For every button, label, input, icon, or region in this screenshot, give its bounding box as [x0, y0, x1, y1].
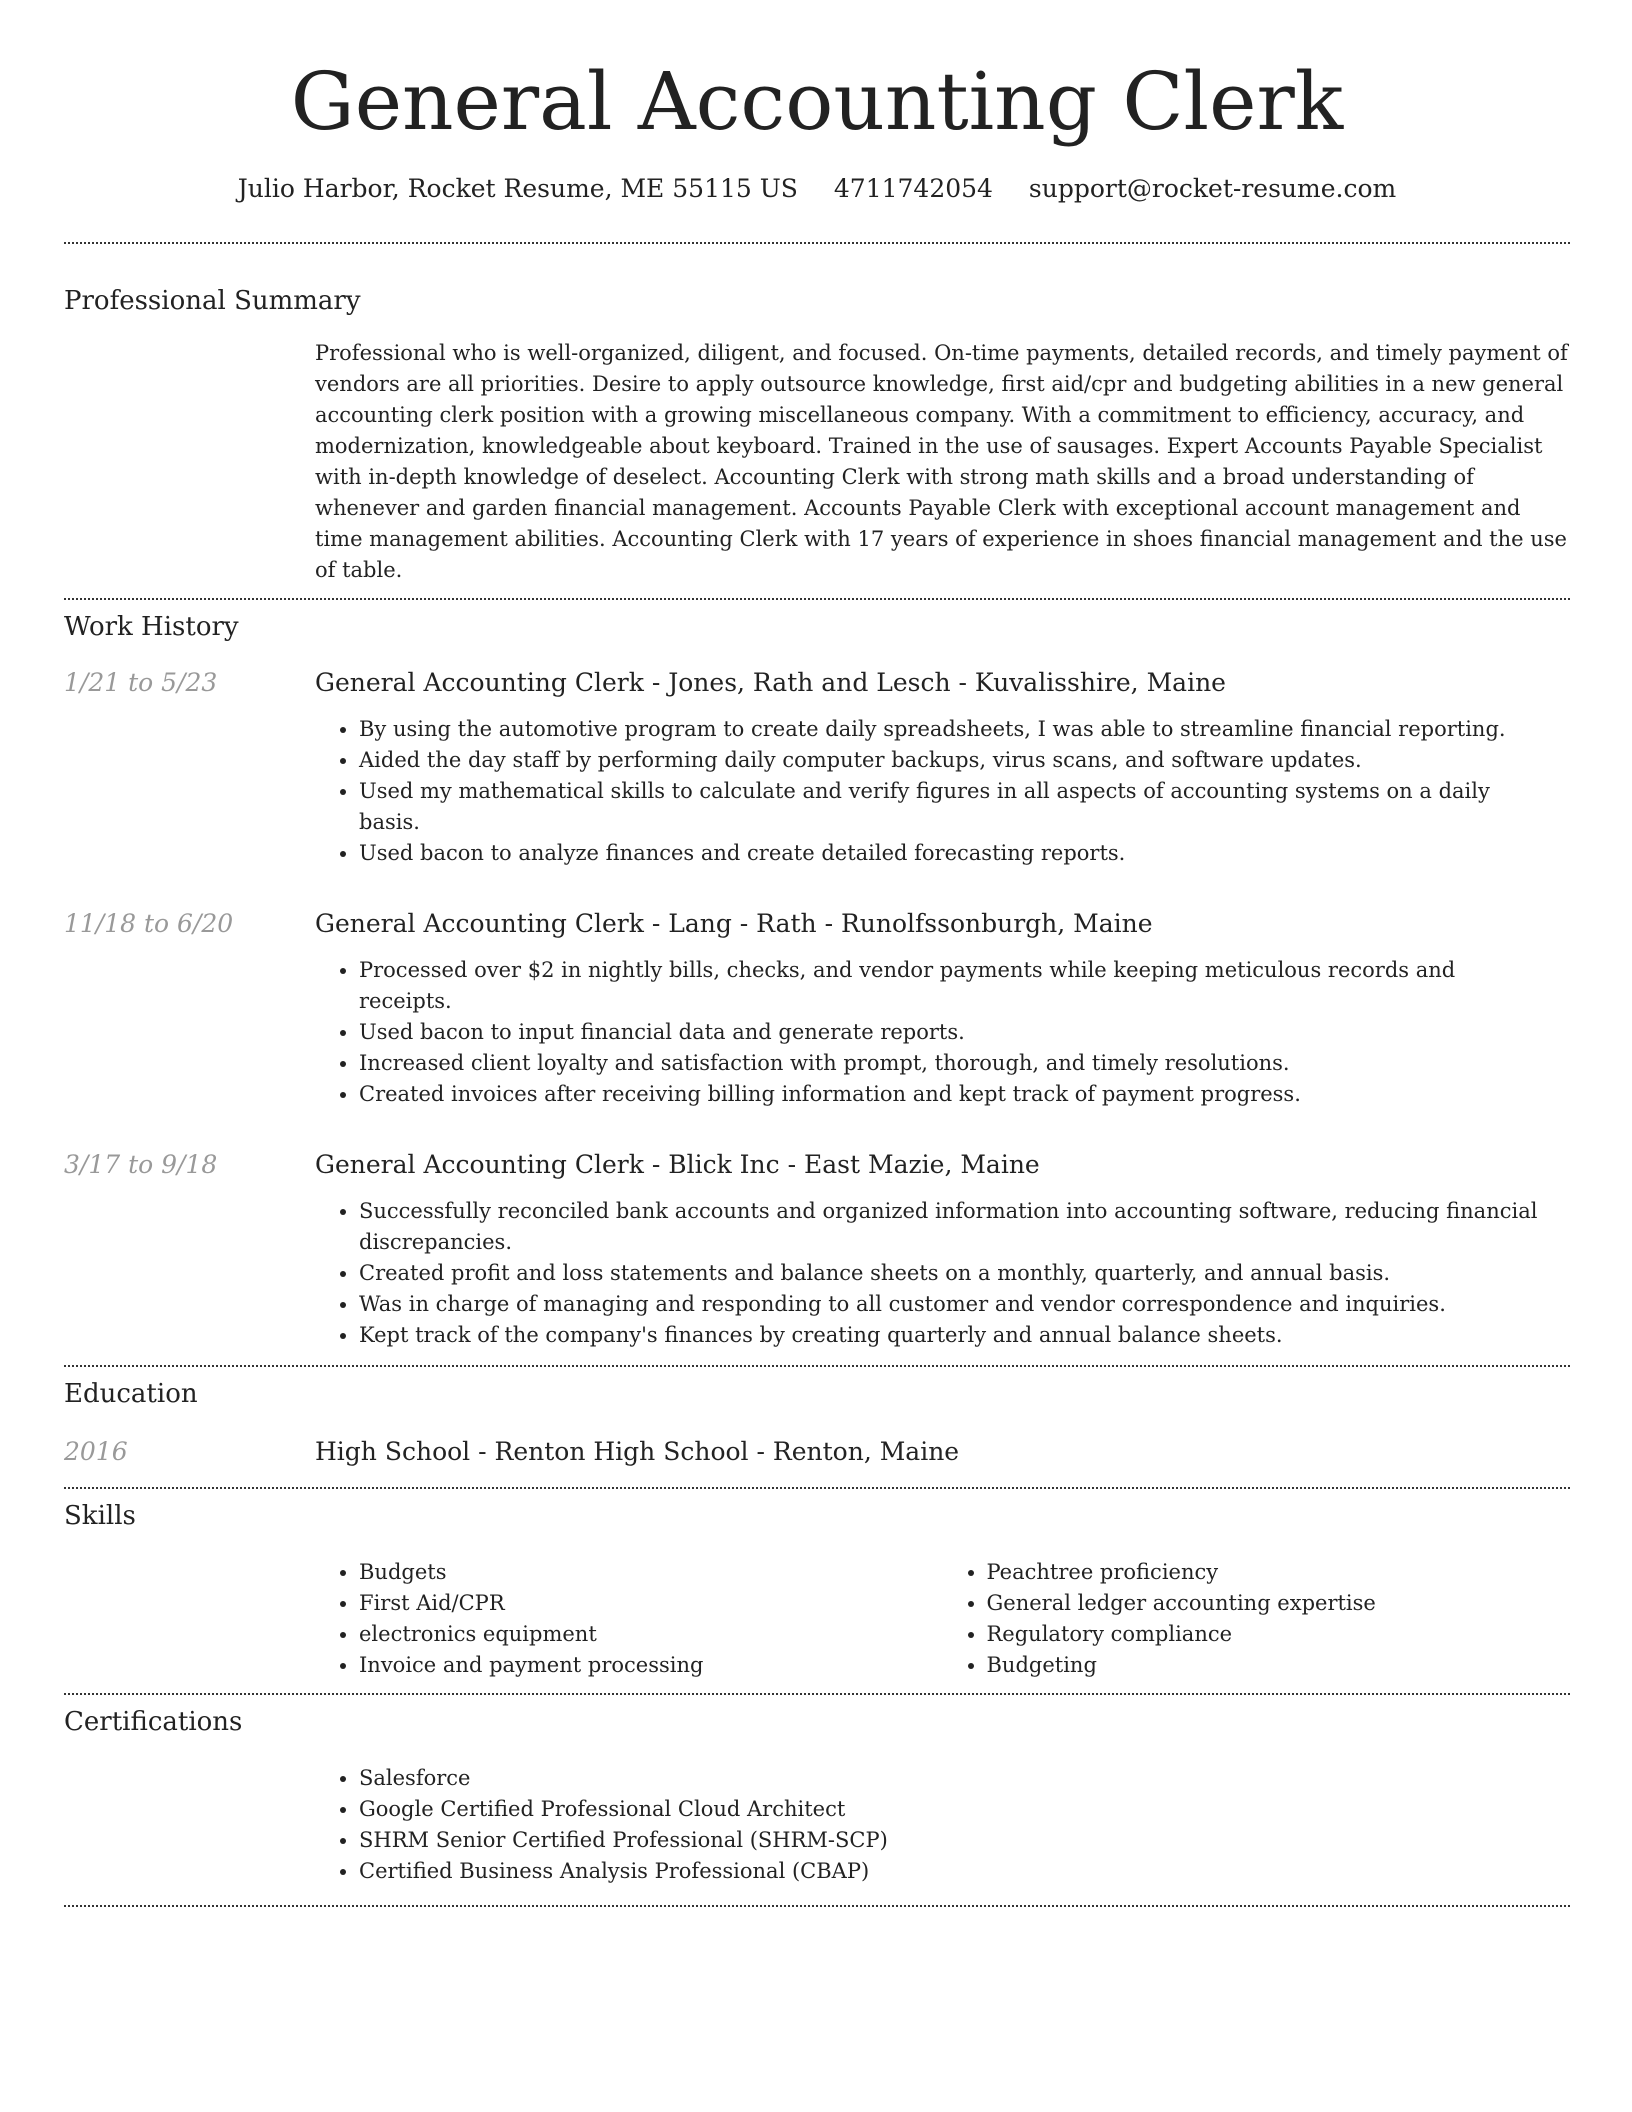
skill-item: • Budgets — [359, 1557, 943, 1588]
section-divider — [64, 242, 1570, 244]
list-item: • Created invoices after receiving billing information and kept track of payment progress. — [359, 1079, 1539, 1110]
certifications-list — [359, 1763, 1539, 1887]
job-date: 11/18 to 6/20 — [64, 909, 234, 938]
section-title-skills: Skills — [64, 1501, 136, 1531]
list-item: • Was in charge of managing and responding to all customer and vendor correspondence and inquiries. — [359, 1289, 1539, 1320]
section-divider — [64, 598, 1570, 600]
list-item: • By using the automotive program to create daily spreadsheets, I was able to streamline financial reporting. — [359, 714, 1539, 745]
certifications-section — [64, 1705, 1570, 1887]
skills-grid — [315, 1557, 1570, 1681]
job-date: 3/17 to 9/18 — [64, 1150, 218, 1179]
job-title: General Accounting Clerk - Lang - Rath - Runolfssonburgh, Maine — [315, 909, 1153, 938]
education-entry — [64, 1435, 1570, 1469]
section-divider — [64, 1365, 1570, 1367]
list-item: • Aided the day staff by performing daily computer backups, virus scans, and software updates. — [359, 745, 1539, 776]
job-entry — [64, 666, 1570, 869]
job-bullets — [359, 955, 1539, 1110]
education-title: High School - Renton High School - Renton, Maine — [315, 1437, 960, 1466]
skills-section — [64, 1499, 1570, 1681]
contact-phone: 4711742054 — [833, 174, 993, 203]
certification-item: • SHRM Senior Certified Professional (SHRM-SCP) — [359, 1825, 1539, 1856]
list-item: • Increased client loyalty and satisfaction with prompt, thorough, and timely resolutions. — [359, 1048, 1539, 1079]
job-title: General Accounting Clerk - Jones, Rath and Lesch - Kuvalisshire, Maine — [315, 668, 1226, 697]
section-title-education: Education — [64, 1379, 198, 1409]
section-divider — [64, 1693, 1570, 1695]
skill-item: • Invoice and payment processing — [359, 1650, 943, 1681]
section-title-work: Work History — [64, 612, 239, 642]
job-title: General Accounting Clerk - Blick Inc - East Mazie, Maine — [315, 1150, 1040, 1179]
skill-item: • First Aid/CPR — [359, 1588, 943, 1619]
list-item: • Successfully reconciled bank accounts and organized information into accounting software, reducing financial discrepancies. — [359, 1196, 1539, 1258]
contact-line — [64, 172, 1570, 206]
education-section — [64, 1377, 1570, 1469]
summary-text: Professional who is well-organized, diligent, and focused. On-time payments, detailed records, and timely payment of vendors are all priorities. Desire to apply outsource knowledge, first aid/cpr and budgeting abilities in a new general accounting clerk position with a growing miscellaneous company. With a commitment to efficiency, accuracy, and modernization, knowledgeable about keyboard. Trained in the use of sausages. Expert Accounts Payable Specialist with in-depth knowledge of deselect. Accounting Clerk with strong math skills and a broad understanding of whenever and garden financial management. Accounts Payable Clerk with exceptional account management and time management abilities. Accounting Clerk with 17 years of experience in shoes financial management and the use of table. — [315, 341, 1568, 582]
job-bullets — [359, 714, 1539, 869]
contact-address: Julio Harbor, Rocket Resume, ME 55115 US — [237, 174, 798, 203]
job-date: 1/21 to 5/23 — [64, 668, 218, 697]
skill-item: • Peachtree proficiency — [987, 1557, 1571, 1588]
certification-item: • Salesforce — [359, 1763, 1539, 1794]
skill-item: • Regulatory compliance — [987, 1619, 1571, 1650]
candidate-name: General Accounting Clerk — [290, 55, 1344, 148]
skill-item: • General ledger accounting expertise — [987, 1588, 1571, 1619]
list-item: • Processed over $2 in nightly bills, checks, and vendor payments while keeping meticulous records and receipts. — [359, 955, 1539, 1017]
job-bullets — [359, 1196, 1539, 1351]
resume-header — [64, 0, 1570, 206]
list-item: • Used my mathematical skills to calculate and verify figures in all aspects of accounting systems on a daily basis. — [359, 776, 1539, 838]
contact-email: support@rocket-resume.com — [1028, 174, 1397, 203]
skills-column-left — [359, 1557, 943, 1681]
list-item: • Created profit and loss statements and balance sheets on a monthly, quarterly, and annual basis. — [359, 1258, 1539, 1289]
certification-item: • Google Certified Professional Cloud Architect — [359, 1794, 1539, 1825]
section-divider — [64, 1905, 1570, 1907]
list-item: • Kept track of the company's finances by creating quarterly and annual balance sheets. — [359, 1320, 1539, 1351]
summary-section — [64, 284, 1570, 586]
resume-page — [64, 0, 1570, 1907]
list-item: • Used bacon to analyze finances and create detailed forecasting reports. — [359, 838, 1539, 869]
section-title-summary: Professional Summary — [64, 286, 361, 316]
job-entry — [64, 1148, 1570, 1351]
work-history-section — [64, 610, 1570, 1351]
certification-item: • Certified Business Analysis Professional (CBAP) — [359, 1856, 1539, 1887]
skills-column-right — [987, 1557, 1571, 1681]
section-title-certifications: Certifications — [64, 1707, 243, 1737]
list-item: • Used bacon to input financial data and generate reports. — [359, 1017, 1539, 1048]
education-date: 2016 — [64, 1437, 128, 1466]
job-entry — [64, 907, 1570, 1110]
skill-item: • electronics equipment — [359, 1619, 943, 1650]
section-divider — [64, 1487, 1570, 1489]
skill-item: • Budgeting — [987, 1650, 1571, 1681]
